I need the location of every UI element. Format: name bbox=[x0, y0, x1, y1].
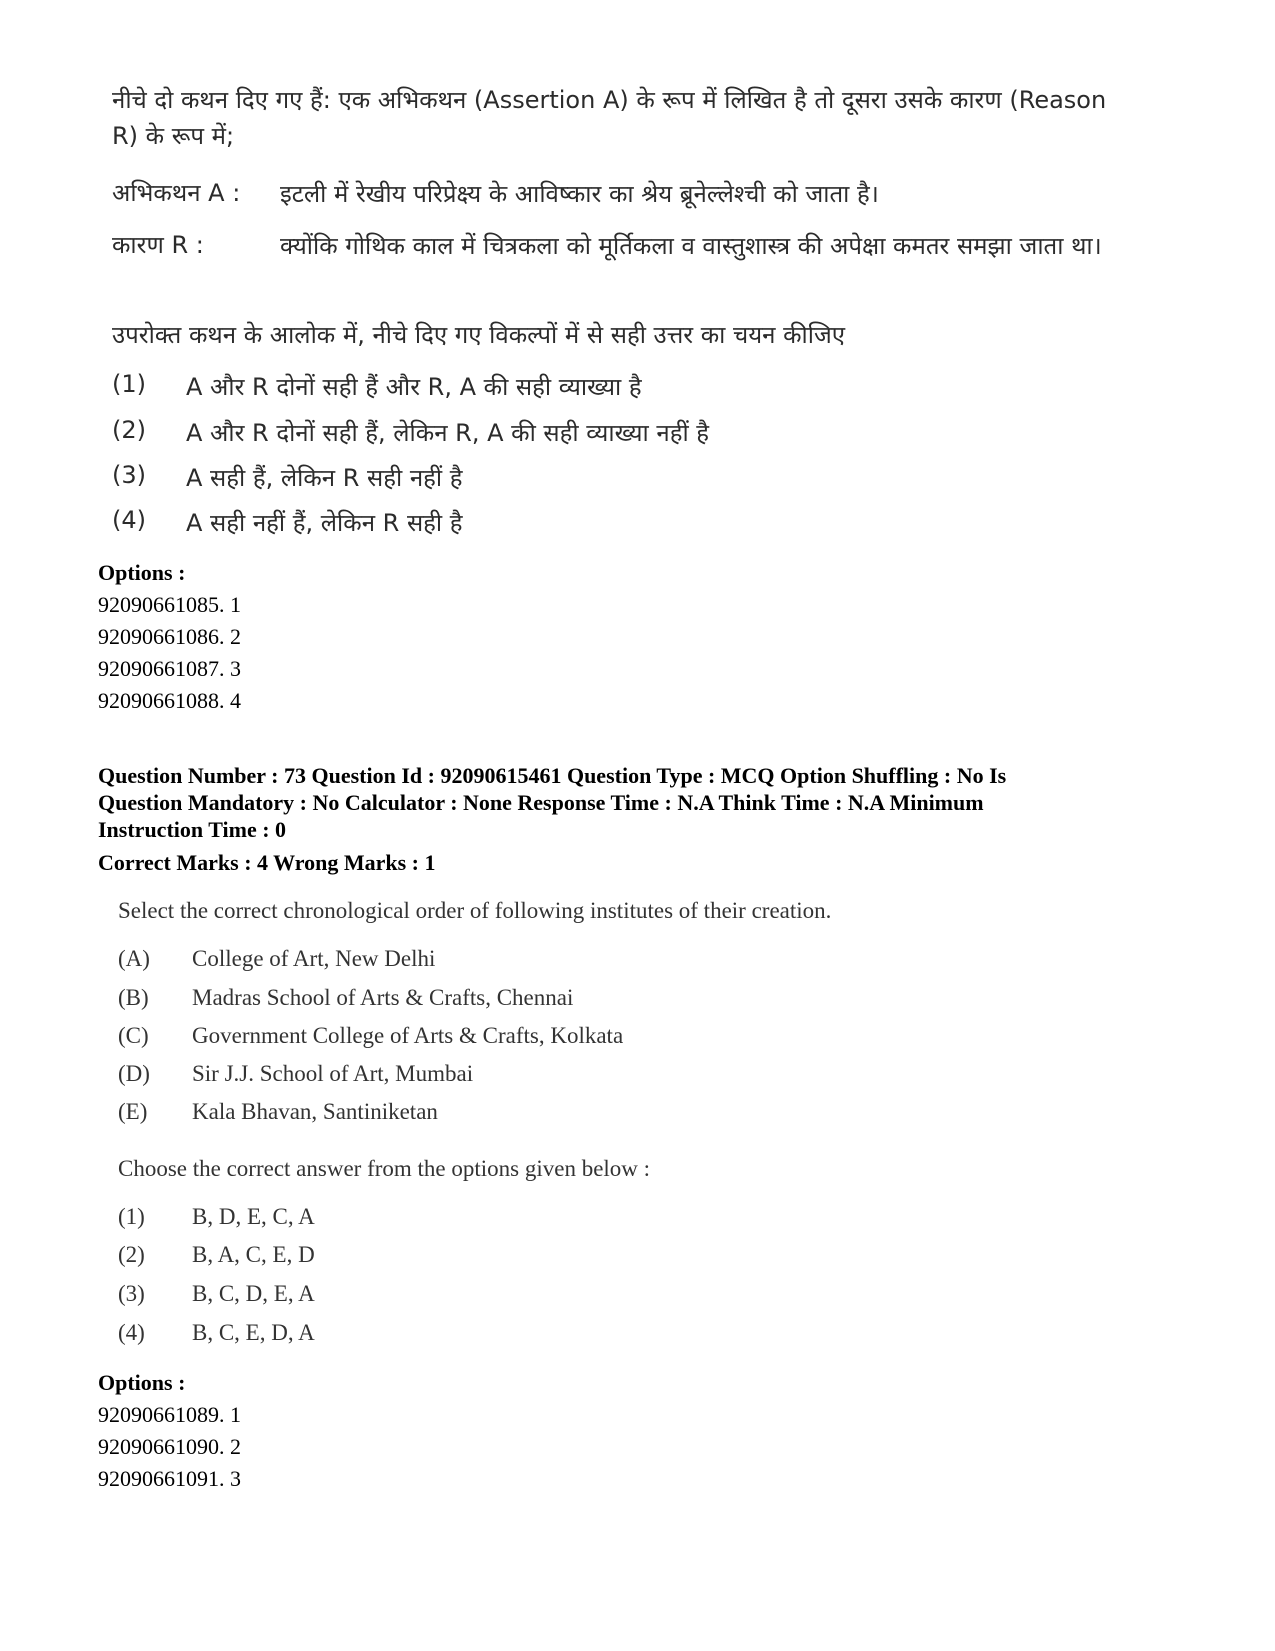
q73-question: Select the correct chronological order of following institutes of their creation. bbox=[118, 898, 832, 923]
q73-options-label: Options : bbox=[98, 1370, 186, 1395]
choice-number: (1) bbox=[118, 1204, 145, 1229]
choice-text: B, C, D, E, A bbox=[192, 1281, 315, 1306]
item-text: Government College of Arts & Crafts, Kolkata bbox=[192, 1023, 624, 1048]
item-text: Sir J.J. School of Art, Mumbai bbox=[192, 1061, 474, 1086]
choice-text: B, C, E, D, A bbox=[192, 1320, 315, 1345]
q72-reason bbox=[112, 228, 1132, 304]
assertion-text: इटली में रेखीय परिप्रेक्ष्य के आविष्कार का श्रेय ब्रूनेल्लेश्ची को जाता है। bbox=[280, 180, 879, 208]
q72-instruction: उपरोक्त कथन के आलोक में, नीचे दिए गए विकल्पों में से सही उत्तर का चयन कीजिए bbox=[112, 321, 846, 349]
q72-options-label: Options : bbox=[98, 560, 186, 585]
item-text: College of Art, New Delhi bbox=[192, 946, 436, 971]
q72-option-1: 92090661085. 1 bbox=[98, 592, 241, 617]
q72-choice-1 bbox=[112, 370, 1012, 404]
q72-intro: नीचे दो कथन दिए गए हैं: एक अभिकथन (Assertion A) के रूप में लिखित है तो दूसरा उसके कारण (Reason R) के रूप में; bbox=[112, 86, 1107, 150]
choice-text: B, D, E, C, A bbox=[192, 1204, 315, 1229]
choice-text: A सही हैं, लेकिन R सही नहीं है bbox=[186, 464, 463, 492]
q73-option-2: 92090661090. 2 bbox=[98, 1434, 241, 1459]
item-text: Madras School of Arts & Crafts, Chennai bbox=[192, 985, 574, 1010]
item-letter: (C) bbox=[118, 1023, 149, 1048]
q72-choice-4 bbox=[112, 506, 1012, 540]
reason-label: कारण R : bbox=[112, 231, 204, 259]
choice-text: A और R दोनों सही हैं और R, A की सही व्याख्या है bbox=[186, 373, 642, 401]
choice-number: (2) bbox=[118, 1242, 145, 1267]
item-letter: (A) bbox=[118, 946, 150, 971]
choice-number: (3) bbox=[118, 1281, 145, 1306]
q72-option-3: 92090661087. 3 bbox=[98, 656, 241, 681]
q72-choice-2 bbox=[112, 416, 1012, 450]
assertion-label: अभिकथन A : bbox=[112, 179, 241, 207]
choice-number: (2) bbox=[112, 416, 146, 444]
item-letter: (E) bbox=[118, 1099, 148, 1124]
q73-option-3: 92090661091. 3 bbox=[98, 1466, 241, 1491]
q72-choice-3 bbox=[112, 461, 1012, 495]
item-letter: (B) bbox=[118, 985, 149, 1010]
q72-assertion bbox=[112, 176, 1132, 216]
meta-line: Question Mandatory : No Calculator : None Response Time : N.A Think Time : N.A Minimum bbox=[98, 790, 984, 815]
item-text: Kala Bhavan, Santiniketan bbox=[192, 1099, 438, 1124]
choice-number: (3) bbox=[112, 461, 146, 489]
q73-meta bbox=[98, 762, 1178, 843]
choice-number: (4) bbox=[112, 506, 146, 534]
q73-option-1: 92090661089. 1 bbox=[98, 1402, 241, 1427]
choice-text: B, A, C, E, D bbox=[192, 1242, 315, 1267]
q73-instruction: Choose the correct answer from the options given below : bbox=[118, 1156, 651, 1181]
choice-text: A सही नहीं हैं, लेकिन R सही है bbox=[186, 509, 463, 537]
choice-number: (4) bbox=[118, 1320, 145, 1345]
meta-line: Question Number : 73 Question Id : 92090615461 Question Type : MCQ Option Shuffling : No Is bbox=[98, 763, 1007, 788]
choice-number: (1) bbox=[112, 370, 146, 398]
choice-text: A और R दोनों सही हैं, लेकिन R, A की सही व्याख्या नहीं है bbox=[186, 419, 710, 447]
meta-line: Instruction Time : 0 bbox=[98, 817, 287, 842]
q72-option-4: 92090661088. 4 bbox=[98, 688, 241, 713]
q73-marks: Correct Marks : 4 Wrong Marks : 1 bbox=[98, 850, 436, 875]
reason-text: क्योंकि गोथिक काल में चित्रकला को मूर्तिकला व वास्तुशास्त्र की अपेक्षा कमतर समझा जाता था। bbox=[280, 232, 1102, 260]
q72-option-2: 92090661086. 2 bbox=[98, 624, 241, 649]
item-letter: (D) bbox=[118, 1061, 150, 1086]
